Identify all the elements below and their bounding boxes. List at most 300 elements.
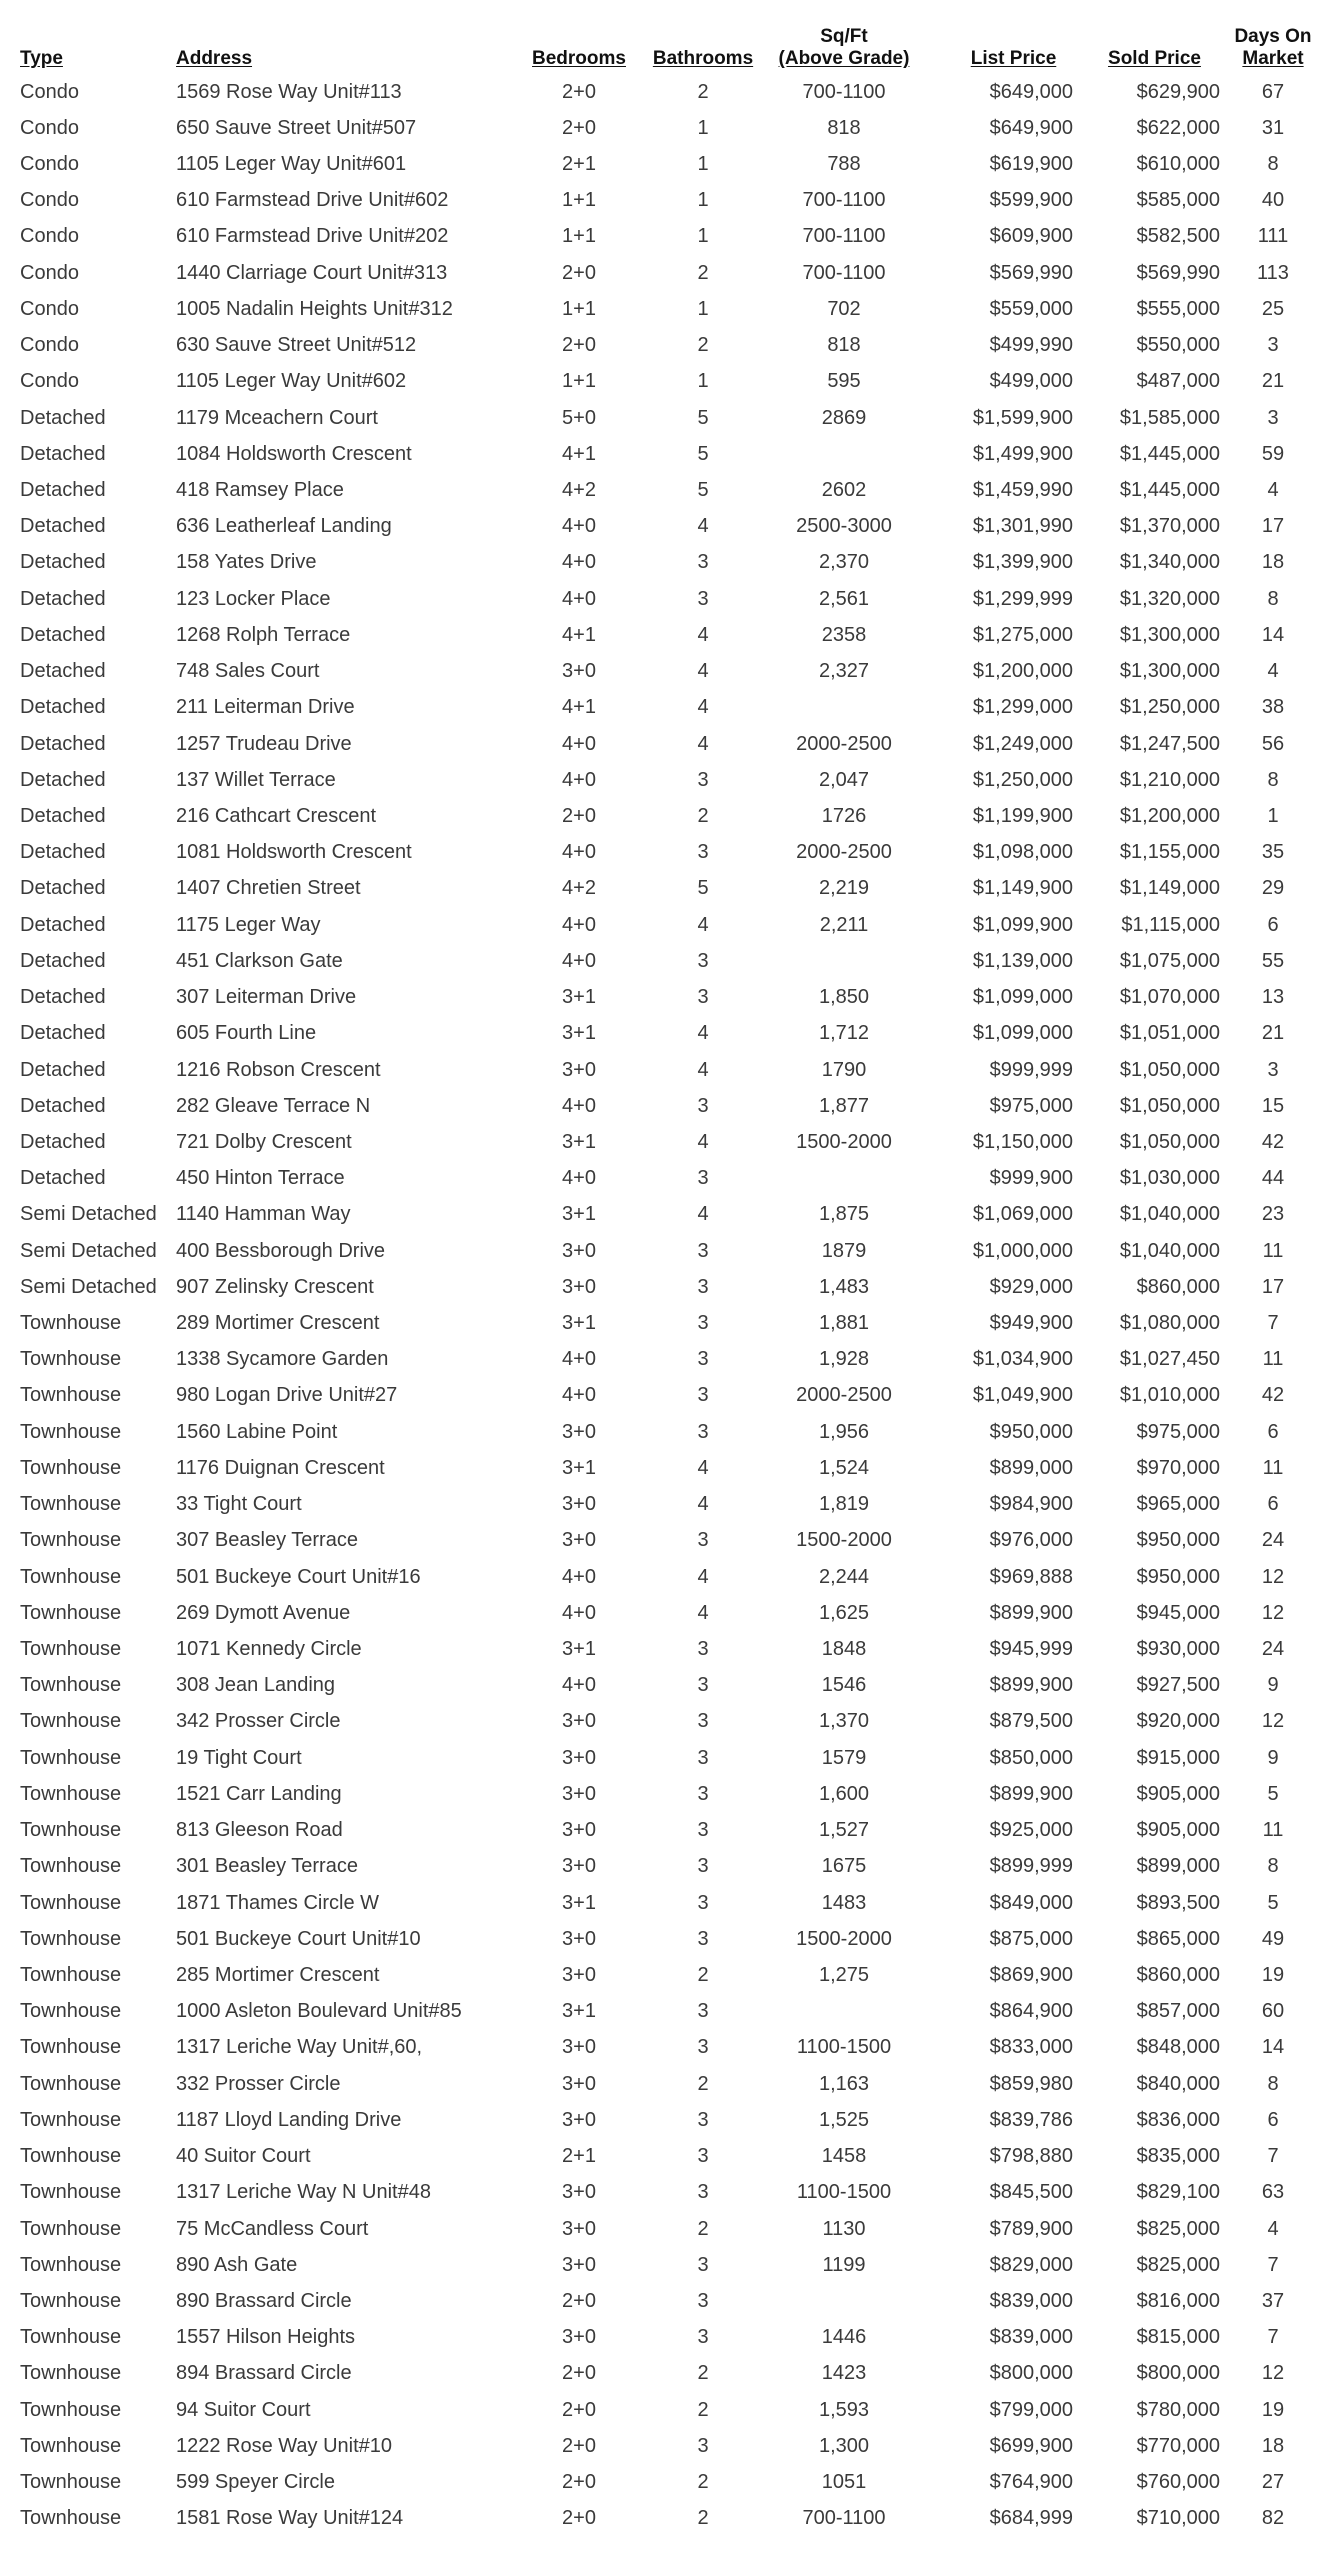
- table-row: [0, 328, 1326, 364]
- cell-address: 980 Logan Drive Unit#27: [176, 1384, 398, 1407]
- cell-list-price: $839,786: [989, 2108, 1073, 2131]
- cell-sold-price: $950,000: [1136, 1529, 1220, 1552]
- cell-sold-price: $893,500: [1136, 1891, 1220, 1914]
- cell-type: Detached: [20, 1058, 106, 1081]
- cell-sqft: [764, 690, 924, 726]
- cell-sold-price: $585,000: [1136, 189, 1220, 212]
- cell-sold-price: $927,500: [1136, 1674, 1220, 1697]
- cell-bedrooms: 2+1: [562, 2145, 596, 2168]
- cell-days-on-market: 113: [1257, 261, 1289, 284]
- cell-bedrooms: 3+0: [562, 2108, 596, 2131]
- table-row: [0, 2464, 1326, 2500]
- cell-sold-price: $1,075,000: [1119, 949, 1220, 972]
- cell-sqft: 1,527: [818, 1819, 870, 1842]
- cell-address: 1105 Leger Way Unit#601: [176, 153, 407, 176]
- cell-address: 636 Leatherleaf Landing: [176, 515, 392, 538]
- cell-bathrooms: 4: [697, 660, 709, 683]
- cell-days-on-market: 3: [1267, 334, 1279, 357]
- cell-days-on-market: 6: [1267, 1493, 1279, 1516]
- table-row: [0, 2428, 1326, 2464]
- cell-bathrooms: 2: [697, 2398, 709, 2421]
- cell-list-price: $649,000: [989, 80, 1073, 103]
- cell-address: 1000 Asleton Boulevard Unit#85: [176, 2000, 462, 2023]
- table-row: [0, 364, 1326, 400]
- cell-days-on-market: 11: [1262, 1456, 1284, 1479]
- cell-type: Detached: [20, 986, 106, 1009]
- cell-sold-price: $1,080,000: [1119, 1312, 1220, 1335]
- cell-bedrooms: 4+0: [562, 841, 596, 864]
- cell-type: Detached: [20, 696, 106, 719]
- cell-sold-price: $1,070,000: [1119, 986, 1220, 1009]
- cell-bedrooms: 2+0: [562, 2434, 596, 2457]
- header-sold-price: Sold Price: [1108, 48, 1201, 69]
- cell-type: Townhouse: [20, 1601, 122, 1624]
- cell-address: 451 Clarkson Gate: [176, 949, 343, 972]
- cell-bathrooms: 3: [697, 1710, 709, 1733]
- cell-list-price: $1,069,000: [972, 1203, 1073, 1226]
- cell-type: Condo: [20, 334, 79, 357]
- cell-sold-price: $905,000: [1136, 1819, 1220, 1842]
- cell-days-on-market: 29: [1261, 877, 1285, 900]
- cell-list-price: $969,888: [989, 1565, 1073, 1588]
- cell-days-on-market: 38: [1261, 696, 1285, 719]
- table-row: [0, 1849, 1326, 1885]
- cell-address: 418 Ramsey Place: [176, 479, 344, 502]
- table-header: [0, 0, 1326, 74]
- cell-sold-price: $710,000: [1136, 2507, 1220, 2530]
- cell-sqft: 1130: [822, 2217, 866, 2240]
- cell-bedrooms: 2+0: [562, 261, 596, 284]
- cell-bathrooms: 3: [697, 1239, 709, 1262]
- cell-address: 1071 Kennedy Circle: [176, 1638, 362, 1661]
- cell-bedrooms: 3+0: [562, 2326, 596, 2349]
- cell-sqft: 2,327: [818, 660, 870, 683]
- cell-sold-price: $770,000: [1136, 2434, 1220, 2457]
- cell-bathrooms: 2: [697, 804, 709, 827]
- cell-sold-price: $1,050,000: [1119, 1058, 1220, 1081]
- cell-bedrooms: 1+1: [562, 297, 596, 320]
- cell-list-price: $1,200,000: [972, 660, 1073, 683]
- cell-type: Detached: [20, 406, 106, 429]
- cell-bathrooms: 1: [697, 153, 709, 176]
- cell-sold-price: $970,000: [1136, 1456, 1220, 1479]
- cell-address: 894 Brassard Circle: [176, 2362, 352, 2385]
- cell-type: Townhouse: [20, 2145, 122, 2168]
- cell-type: Condo: [20, 370, 79, 393]
- cell-bedrooms: 2+0: [562, 2398, 596, 2421]
- cell-address: 1175 Leger Way: [176, 913, 321, 936]
- cell-list-price: $1,249,000: [972, 732, 1073, 755]
- cell-days-on-market: 13: [1261, 986, 1285, 1009]
- cell-address: 400 Bessborough Drive: [176, 1239, 386, 1262]
- cell-sold-price: $836,000: [1136, 2108, 1220, 2131]
- cell-sold-price: $629,900: [1136, 80, 1220, 103]
- cell-sqft: 2500-3000: [796, 515, 892, 538]
- cell-type: Detached: [20, 587, 106, 610]
- cell-address: 1084 Holdsworth Crescent: [176, 442, 412, 465]
- cell-sqft: 1051: [821, 2471, 867, 2494]
- cell-sold-price: $1,340,000: [1119, 551, 1220, 574]
- cell-bathrooms: 4: [697, 1022, 709, 1045]
- cell-sold-price: $487,000: [1136, 370, 1220, 393]
- cell-list-price: $945,999: [989, 1638, 1073, 1661]
- cell-sold-price: $1,370,000: [1119, 515, 1220, 538]
- cell-list-price: $599,900: [989, 189, 1073, 212]
- cell-sqft: 2000-2500: [796, 1384, 892, 1407]
- cell-address: 158 Yates Drive: [176, 551, 317, 574]
- cell-days-on-market: 14: [1261, 623, 1285, 646]
- table-row: [0, 2138, 1326, 2174]
- table-row: [0, 762, 1326, 798]
- cell-sqft: 1,593: [818, 2398, 870, 2421]
- cell-bedrooms: 2+0: [562, 80, 596, 103]
- table-row: [0, 1161, 1326, 1197]
- cell-type: Townhouse: [20, 1638, 122, 1661]
- cell-bedrooms: 4+0: [562, 1167, 596, 1190]
- cell-list-price: $950,000: [989, 1420, 1073, 1443]
- cell-bathrooms: 2: [697, 2471, 709, 2494]
- cell-type: Detached: [20, 804, 106, 827]
- cell-list-price: $799,000: [989, 2398, 1073, 2421]
- table-row: [0, 1776, 1326, 1812]
- cell-bedrooms: 3+0: [562, 2036, 596, 2059]
- cell-address: 1581 Rose Way Unit#124: [176, 2507, 404, 2530]
- cell-sold-price: $555,000: [1136, 297, 1220, 320]
- cell-sold-price: $829,100: [1136, 2181, 1220, 2204]
- cell-type: Condo: [20, 80, 79, 103]
- cell-list-price: $1,139,000: [972, 949, 1073, 972]
- table-row: [0, 2030, 1326, 2066]
- cell-bedrooms: 4+0: [562, 1384, 596, 1407]
- cell-list-price: $1,499,900: [972, 442, 1073, 465]
- cell-sold-price: $945,000: [1136, 1601, 1220, 1624]
- table-row: [0, 219, 1326, 255]
- cell-type: Townhouse: [20, 2434, 122, 2457]
- cell-days-on-market: 4: [1267, 660, 1279, 683]
- cell-days-on-market: 56: [1261, 732, 1285, 755]
- cell-bedrooms: 4+1: [562, 696, 596, 719]
- cell-sold-price: $857,000: [1136, 2000, 1220, 2023]
- cell-sold-price: $860,000: [1136, 1275, 1220, 1298]
- cell-sold-price: $1,300,000: [1119, 623, 1220, 646]
- cell-bathrooms: 2: [697, 2072, 709, 2095]
- cell-sqft: 1446: [821, 2326, 867, 2349]
- cell-sold-price: $815,000: [1136, 2326, 1220, 2349]
- cell-bathrooms: 3: [697, 1420, 709, 1443]
- cell-address: 1407 Chretien Street: [176, 877, 361, 900]
- cell-bathrooms: 1: [697, 370, 709, 393]
- cell-sqft: 1,625: [818, 1601, 870, 1624]
- cell-list-price: $619,900: [989, 153, 1073, 176]
- cell-sold-price: $550,000: [1136, 334, 1220, 357]
- cell-bedrooms: 5+0: [562, 406, 596, 429]
- cell-bedrooms: 3+0: [562, 2181, 596, 2204]
- cell-days-on-market: 82: [1261, 2507, 1285, 2530]
- cell-address: 289 Mortimer Crescent: [176, 1312, 380, 1335]
- cell-bedrooms: 4+0: [562, 732, 596, 755]
- cell-type: Townhouse: [20, 2000, 122, 2023]
- cell-address: 630 Sauve Street Unit#512: [176, 334, 417, 357]
- cell-type: Detached: [20, 768, 106, 791]
- cell-sold-price: $1,250,000: [1119, 696, 1220, 719]
- cell-days-on-market: 11: [1262, 1348, 1284, 1371]
- cell-list-price: $684,999: [989, 2507, 1073, 2530]
- table-row: [0, 472, 1326, 508]
- cell-bedrooms: 3+0: [562, 1239, 596, 1262]
- cell-address: 650 Sauve Street Unit#507: [176, 116, 417, 139]
- cell-bathrooms: 4: [697, 913, 709, 936]
- table-row: [0, 183, 1326, 219]
- cell-bathrooms: 4: [697, 1203, 709, 1226]
- cell-bedrooms: 4+1: [562, 442, 596, 465]
- table-row: [0, 1450, 1326, 1486]
- cell-address: 269 Dymott Avenue: [176, 1601, 351, 1624]
- cell-address: 19 Tight Court: [176, 1746, 302, 1769]
- table-row: [0, 690, 1326, 726]
- table-row: [0, 1595, 1326, 1631]
- cell-sqft: 2,219: [818, 877, 870, 900]
- cell-list-price: $1,250,000: [972, 768, 1073, 791]
- cell-type: Detached: [20, 877, 106, 900]
- cell-list-price: $649,900: [989, 116, 1073, 139]
- cell-bedrooms: 4+0: [562, 949, 596, 972]
- table-row: [0, 1631, 1326, 1667]
- cell-type: Townhouse: [20, 1746, 122, 1769]
- cell-bedrooms: 3+1: [562, 1203, 596, 1226]
- cell-sold-price: $899,000: [1136, 1855, 1220, 1878]
- cell-bathrooms: 3: [697, 2181, 709, 2204]
- cell-address: 1179 Mceachern Court: [176, 406, 378, 429]
- cell-bedrooms: 4+2: [562, 877, 596, 900]
- cell-sold-price: $816,000: [1136, 2289, 1220, 2312]
- cell-sqft: 1,163: [818, 2072, 870, 2095]
- cell-days-on-market: 9: [1267, 1674, 1279, 1697]
- cell-bathrooms: 3: [697, 1348, 709, 1371]
- cell-bathrooms: 4: [697, 1058, 709, 1081]
- cell-sqft: 2000-2500: [796, 841, 892, 864]
- cell-sold-price: $848,000: [1136, 2036, 1220, 2059]
- cell-sold-price: $860,000: [1136, 1963, 1220, 1986]
- cell-type: Townhouse: [20, 1674, 122, 1697]
- cell-sold-price: $865,000: [1136, 1927, 1220, 1950]
- cell-address: 1005 Nadalin Heights Unit#312: [176, 297, 453, 320]
- cell-days-on-market: 11: [1262, 1819, 1284, 1842]
- cell-type: Semi Detached: [20, 1239, 157, 1262]
- cell-list-price: $976,000: [989, 1529, 1073, 1552]
- cell-sqft: 1,525: [818, 2108, 870, 2131]
- cell-days-on-market: 17: [1261, 1275, 1285, 1298]
- cell-days-on-market: 25: [1261, 297, 1285, 320]
- cell-sqft: 1423: [821, 2362, 867, 2385]
- cell-list-price: $800,000: [989, 2362, 1073, 2385]
- cell-bedrooms: 4+0: [562, 1094, 596, 1117]
- cell-list-price: $864,900: [989, 2000, 1073, 2023]
- cell-type: Detached: [20, 949, 106, 972]
- cell-sqft: 1,877: [818, 1094, 870, 1117]
- cell-days-on-market: 18: [1261, 2434, 1285, 2457]
- cell-sold-price: $1,030,000: [1119, 1167, 1220, 1190]
- table-row: [0, 291, 1326, 327]
- table-row: [0, 835, 1326, 871]
- cell-list-price: $1,299,999: [972, 587, 1073, 610]
- cell-type: Townhouse: [20, 1565, 122, 1588]
- table-row: [0, 1668, 1326, 1704]
- cell-days-on-market: 19: [1261, 2398, 1285, 2421]
- cell-bedrooms: 3+0: [562, 1275, 596, 1298]
- cell-days-on-market: 111: [1257, 225, 1289, 248]
- cell-days-on-market: 21: [1261, 1022, 1285, 1045]
- cell-sold-price: $582,500: [1136, 225, 1220, 248]
- cell-list-price: $1,000,000: [972, 1239, 1073, 1262]
- cell-bathrooms: 3: [697, 1891, 709, 1914]
- cell-sqft: 818: [827, 116, 861, 139]
- cell-bathrooms: 3: [697, 986, 709, 1009]
- cell-list-price: $949,900: [989, 1312, 1073, 1335]
- table-row: [0, 74, 1326, 110]
- cell-bedrooms: 4+2: [562, 479, 596, 502]
- cell-sqft: 1,370: [818, 1710, 870, 1733]
- cell-address: 721 Dolby Crescent: [176, 1130, 352, 1153]
- table-row: [0, 1559, 1326, 1595]
- cell-address: 1257 Trudeau Drive: [176, 732, 352, 755]
- cell-list-price: $849,000: [989, 1891, 1073, 1914]
- cell-days-on-market: 11: [1262, 1239, 1284, 1262]
- cell-list-price: $1,049,900: [972, 1384, 1073, 1407]
- cell-bedrooms: 3+1: [562, 1638, 596, 1661]
- cell-sqft: 1546: [821, 1674, 867, 1697]
- cell-sold-price: $905,000: [1136, 1782, 1220, 1805]
- cell-sold-price: $930,000: [1136, 1638, 1220, 1661]
- cell-list-price: $925,000: [989, 1819, 1073, 1842]
- cell-bathrooms: 2: [697, 1963, 709, 1986]
- cell-bedrooms: 4+0: [562, 1348, 596, 1371]
- cell-type: Detached: [20, 1167, 106, 1190]
- table-row: [0, 2247, 1326, 2283]
- cell-sqft: 1483: [821, 1891, 867, 1914]
- cell-days-on-market: 49: [1261, 1927, 1285, 1950]
- cell-type: Townhouse: [20, 2289, 122, 2312]
- cell-sold-price: $1,050,000: [1119, 1130, 1220, 1153]
- table-row: [0, 581, 1326, 617]
- cell-days-on-market: 37: [1261, 2289, 1285, 2312]
- cell-list-price: $569,990: [989, 261, 1073, 284]
- cell-address: 33 Tight Court: [176, 1493, 302, 1516]
- cell-address: 307 Beasley Terrace: [176, 1529, 358, 1552]
- cell-type: Detached: [20, 913, 106, 936]
- cell-bathrooms: 4: [697, 1456, 709, 1479]
- cell-type: Semi Detached: [20, 1275, 157, 1298]
- cell-type: Townhouse: [20, 2471, 122, 2494]
- cell-days-on-market: 8: [1267, 768, 1279, 791]
- cell-bedrooms: 2+0: [562, 2362, 596, 2385]
- cell-bedrooms: 3+0: [562, 1927, 596, 1950]
- cell-sqft: 1100-1500: [796, 2181, 892, 2204]
- cell-days-on-market: 6: [1267, 2108, 1279, 2131]
- table-row: [0, 146, 1326, 182]
- cell-type: Townhouse: [20, 2507, 122, 2530]
- cell-address: 301 Beasley Terrace: [176, 1855, 358, 1878]
- table-row: [0, 1994, 1326, 2030]
- table-row: [0, 1885, 1326, 1921]
- cell-type: Townhouse: [20, 2181, 122, 2204]
- cell-list-price: $1,301,990: [972, 515, 1073, 538]
- cell-bathrooms: 3: [697, 1927, 709, 1950]
- cell-bathrooms: 3: [697, 2145, 709, 2168]
- cell-sqft: 1199: [822, 2253, 866, 2276]
- cell-days-on-market: 12: [1261, 1710, 1285, 1733]
- cell-days-on-market: 1: [1267, 804, 1279, 827]
- cell-address: 1569 Rose Way Unit#113: [176, 80, 402, 103]
- cell-type: Condo: [20, 297, 79, 320]
- cell-bedrooms: 2+0: [562, 804, 596, 827]
- table-row: [0, 943, 1326, 979]
- cell-list-price: $839,000: [989, 2326, 1073, 2349]
- cell-bedrooms: 4+0: [562, 551, 596, 574]
- cell-bedrooms: 3+1: [562, 1456, 596, 1479]
- cell-sqft: 1,956: [818, 1420, 870, 1443]
- header-list-price: List Price: [970, 48, 1057, 69]
- cell-sqft: 1848: [821, 1638, 867, 1661]
- cell-type: Detached: [20, 1094, 106, 1117]
- cell-list-price: $999,999: [989, 1058, 1073, 1081]
- cell-bathrooms: 5: [697, 406, 709, 429]
- cell-days-on-market: 23: [1261, 1203, 1285, 1226]
- cell-sqft: 700-1100: [802, 225, 886, 248]
- cell-sqft: 1879: [821, 1239, 867, 1262]
- table-row: [0, 907, 1326, 943]
- cell-days-on-market: 19: [1261, 1963, 1285, 1986]
- cell-sqft: 818: [827, 334, 861, 357]
- cell-sqft: 595: [827, 370, 861, 393]
- cell-bedrooms: 3+0: [562, 1855, 596, 1878]
- cell-bedrooms: 1+1: [562, 189, 596, 212]
- cell-sqft: 2358: [821, 623, 867, 646]
- table-row: [0, 2501, 1326, 2537]
- cell-sold-price: $1,115,000: [1121, 913, 1220, 936]
- cell-address: 610 Farmstead Drive Unit#602: [176, 189, 449, 212]
- cell-days-on-market: 27: [1261, 2471, 1285, 2494]
- cell-list-price: $1,099,900: [972, 913, 1073, 936]
- cell-type: Townhouse: [20, 2398, 122, 2421]
- cell-bedrooms: 3+1: [562, 1130, 596, 1153]
- cell-address: 307 Leiterman Drive: [176, 986, 357, 1009]
- cell-type: Townhouse: [20, 2108, 122, 2131]
- cell-list-price: $1,199,900: [972, 804, 1073, 827]
- cell-list-price: $1,034,900: [972, 1348, 1073, 1371]
- cell-address: 1081 Holdsworth Crescent: [176, 841, 412, 864]
- cell-sqft: [764, 2283, 924, 2319]
- cell-address: 1140 Hamman Way: [176, 1203, 351, 1226]
- table-row: [0, 1378, 1326, 1414]
- cell-type: Detached: [20, 515, 106, 538]
- cell-bathrooms: 2: [697, 2362, 709, 2385]
- cell-list-price: $833,000: [989, 2036, 1073, 2059]
- cell-type: Townhouse: [20, 2072, 122, 2095]
- cell-list-price: $764,900: [989, 2471, 1073, 2494]
- cell-bedrooms: 3+0: [562, 1529, 596, 1552]
- cell-type: Semi Detached: [20, 1203, 157, 1226]
- table-row: [0, 1342, 1326, 1378]
- cell-bedrooms: 2+1: [562, 153, 596, 176]
- cell-bedrooms: 3+0: [562, 1963, 596, 1986]
- cell-sqft: 1,881: [818, 1312, 870, 1335]
- cell-address: 1317 Leriche Way N Unit#48: [176, 2181, 431, 2204]
- cell-bathrooms: 3: [697, 1819, 709, 1842]
- cell-sold-price: $840,000: [1136, 2072, 1220, 2095]
- cell-bedrooms: 4+0: [562, 1601, 596, 1624]
- cell-address: 1222 Rose Way Unit#10: [176, 2434, 393, 2457]
- cell-days-on-market: 6: [1267, 913, 1279, 936]
